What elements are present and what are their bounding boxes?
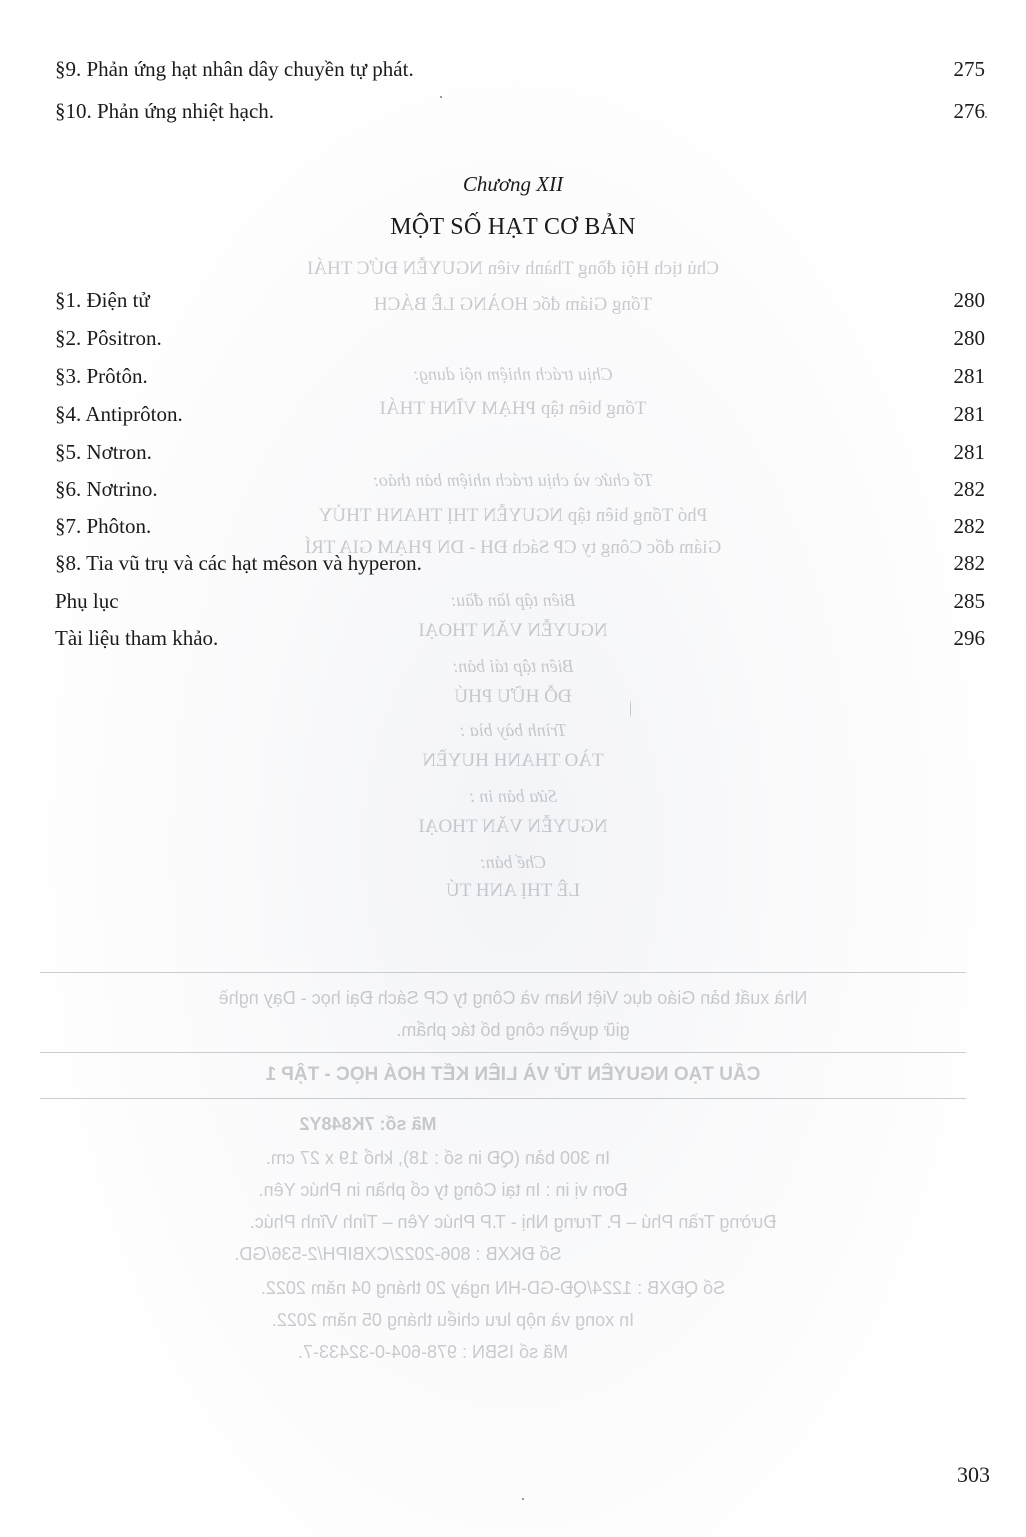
toc-entry-title: §7. Phôton. xyxy=(55,514,152,538)
toc-entry-page: 280 xyxy=(953,326,985,350)
toc-entry-page: 275 xyxy=(953,57,985,81)
toc-entry-page: 280 xyxy=(953,288,985,312)
print-speck xyxy=(630,700,631,718)
toc-entry-title: §4. Antiprôton. xyxy=(55,402,183,426)
bleed-rule xyxy=(40,972,966,973)
bleed-publisher-note: Nhà xuất bản Giáo dục Việt Nam và Công ty CP Sách Đại học - Dạy nghề xyxy=(218,988,808,1008)
toc-entry-title: §10. Phản ứng nhiệt hạch. xyxy=(55,99,275,123)
toc-entry xyxy=(55,437,985,467)
bleed-credit-line: Tổ chức và chịu trách nhiệm bản thảo: xyxy=(372,470,654,490)
bleed-book-title: CẤU TẠO NGUYÊN TỬ VÀ LIÊN KẾT HOÁ HỌC - TẬP 1 xyxy=(265,1064,761,1085)
chapter-label: Chương XII xyxy=(462,172,564,196)
toc-entry-title: §1. Điện tử xyxy=(55,288,150,312)
toc-entry xyxy=(55,285,985,315)
toc-entry xyxy=(55,623,985,653)
toc-entry xyxy=(55,399,985,429)
page-number: 303 xyxy=(957,1462,990,1487)
toc-entry-page: 281 xyxy=(953,440,985,464)
bleed-credit-line: Sửa bản in : xyxy=(468,786,558,806)
toc-entry xyxy=(55,323,985,353)
bleed-credit-line: ĐỖ HỮU PHÚ xyxy=(454,686,572,707)
bleed-imprint-line: Số QĐXB : 1224/QĐ-GD-HN ngày 20 tháng 04 năm 2022. xyxy=(260,1278,726,1298)
bleed-imprint-line: In 300 bản (QĐ in số : 18), khổ 19 x 27 cm. xyxy=(265,1148,611,1168)
print-speck xyxy=(440,96,442,98)
bleed-credit-line: Giám đốc Công ty CP Sách ĐH - DN PHẠM GIA TRÍ xyxy=(304,537,722,558)
toc-entry-title: §3. Prôtôn. xyxy=(55,364,148,388)
bleed-credit-line: Chế bản: xyxy=(479,852,547,872)
bleed-credit-line: NGUYỄN VĂN THOẠI xyxy=(418,816,608,837)
chapter-title: MỘT SỐ HẠT CƠ BẢN xyxy=(390,214,636,240)
print-speck xyxy=(522,1498,524,1500)
bleed-credit-line: Phó Tổng biên tập NGUYỄN THỊ THANH THỦY xyxy=(318,505,708,526)
bleed-credit-line: Chủ tịch Hội đồng Thành viên NGUYỄN ĐỨC THÁI xyxy=(307,258,719,279)
toc-entry-page: 285 xyxy=(953,589,985,613)
bleed-credit-line: Tổng Giám đốc HOÀNG LÊ BÁCH xyxy=(373,294,653,315)
bleed-imprint-line: Số ĐKXB : 806-2022/CXBIPH/2-536/GD. xyxy=(234,1244,562,1264)
toc-entry xyxy=(55,548,985,578)
toc-entry xyxy=(55,54,985,84)
toc-entry-page: 282 xyxy=(953,477,985,501)
toc-entry-title: Phụ lục xyxy=(55,589,119,613)
toc-entry xyxy=(55,586,985,616)
toc-entry-page: 276 xyxy=(953,99,985,123)
bleed-imprint-line: Đơn vị in : In tại Công ty cổ phần in Phúc Yên. xyxy=(258,1180,628,1200)
bleed-credit-line: NGUYỄN VĂN THOẠI xyxy=(418,620,608,641)
toc-entry-page: 281 xyxy=(953,364,985,388)
toc-entry-page: 282 xyxy=(953,551,985,575)
bleed-credit-line: Tổng biên tập PHẠM VĨNH THÁI xyxy=(379,398,647,419)
toc-entry-title: §5. Nơtron. xyxy=(55,440,152,464)
bleed-imprint-line: Đường Trần Phú – P. Trưng Nhị - T.P Phúc Yên – Tỉnh Vĩnh Phúc. xyxy=(249,1212,777,1232)
toc-entry-title: §8. Tia vũ trụ và các hạt mêson và hyperon. xyxy=(55,551,422,575)
toc-entry-title: Tài liệu tham khảo. xyxy=(55,626,219,650)
toc-entry xyxy=(55,474,985,504)
toc-entry-title: §2. Pôsitron. xyxy=(55,326,162,350)
bleed-credit-line: Biên tập tái bản: xyxy=(452,656,574,676)
bleed-credit-line: Biên tập lần đầu: xyxy=(450,590,576,610)
toc-entry xyxy=(55,511,985,541)
bleed-imprint-line: Mã số: 7K848Y2 xyxy=(299,1114,437,1134)
toc-entry xyxy=(55,96,985,126)
bleed-publisher-note: giữ quyền công bố tác phẩm. xyxy=(396,1020,630,1040)
bleed-imprint-line: Mã số ISBN : 978-604-0-32433-7. xyxy=(297,1342,569,1362)
bleed-credit-line: Chịu trách nhiệm nội dung: xyxy=(413,364,613,384)
bleed-credit-line: LÊ THỊ ANH TÚ xyxy=(446,880,580,901)
toc-entry-page: 282 xyxy=(953,514,985,538)
toc-entry-page: 281 xyxy=(953,402,985,426)
toc-entry-page: 296 xyxy=(953,626,985,650)
toc-entry xyxy=(55,361,985,391)
print-speck xyxy=(985,116,987,118)
bleed-rule xyxy=(40,1098,966,1099)
bleed-imprint-line: In xong và nộp lưu chiểu tháng 05 năm 2022. xyxy=(271,1310,635,1330)
toc-entry-title: §9. Phản ứng hạt nhân dây chuyền tự phát. xyxy=(55,57,414,81)
bleed-credit-line: Trình bày bìa : xyxy=(459,720,567,740)
toc-entry-title: §6. Nơtrino. xyxy=(55,477,158,501)
bleed-rule xyxy=(40,1052,966,1053)
bleed-credit-line: TÀO THANH HUYỀN xyxy=(422,750,604,771)
